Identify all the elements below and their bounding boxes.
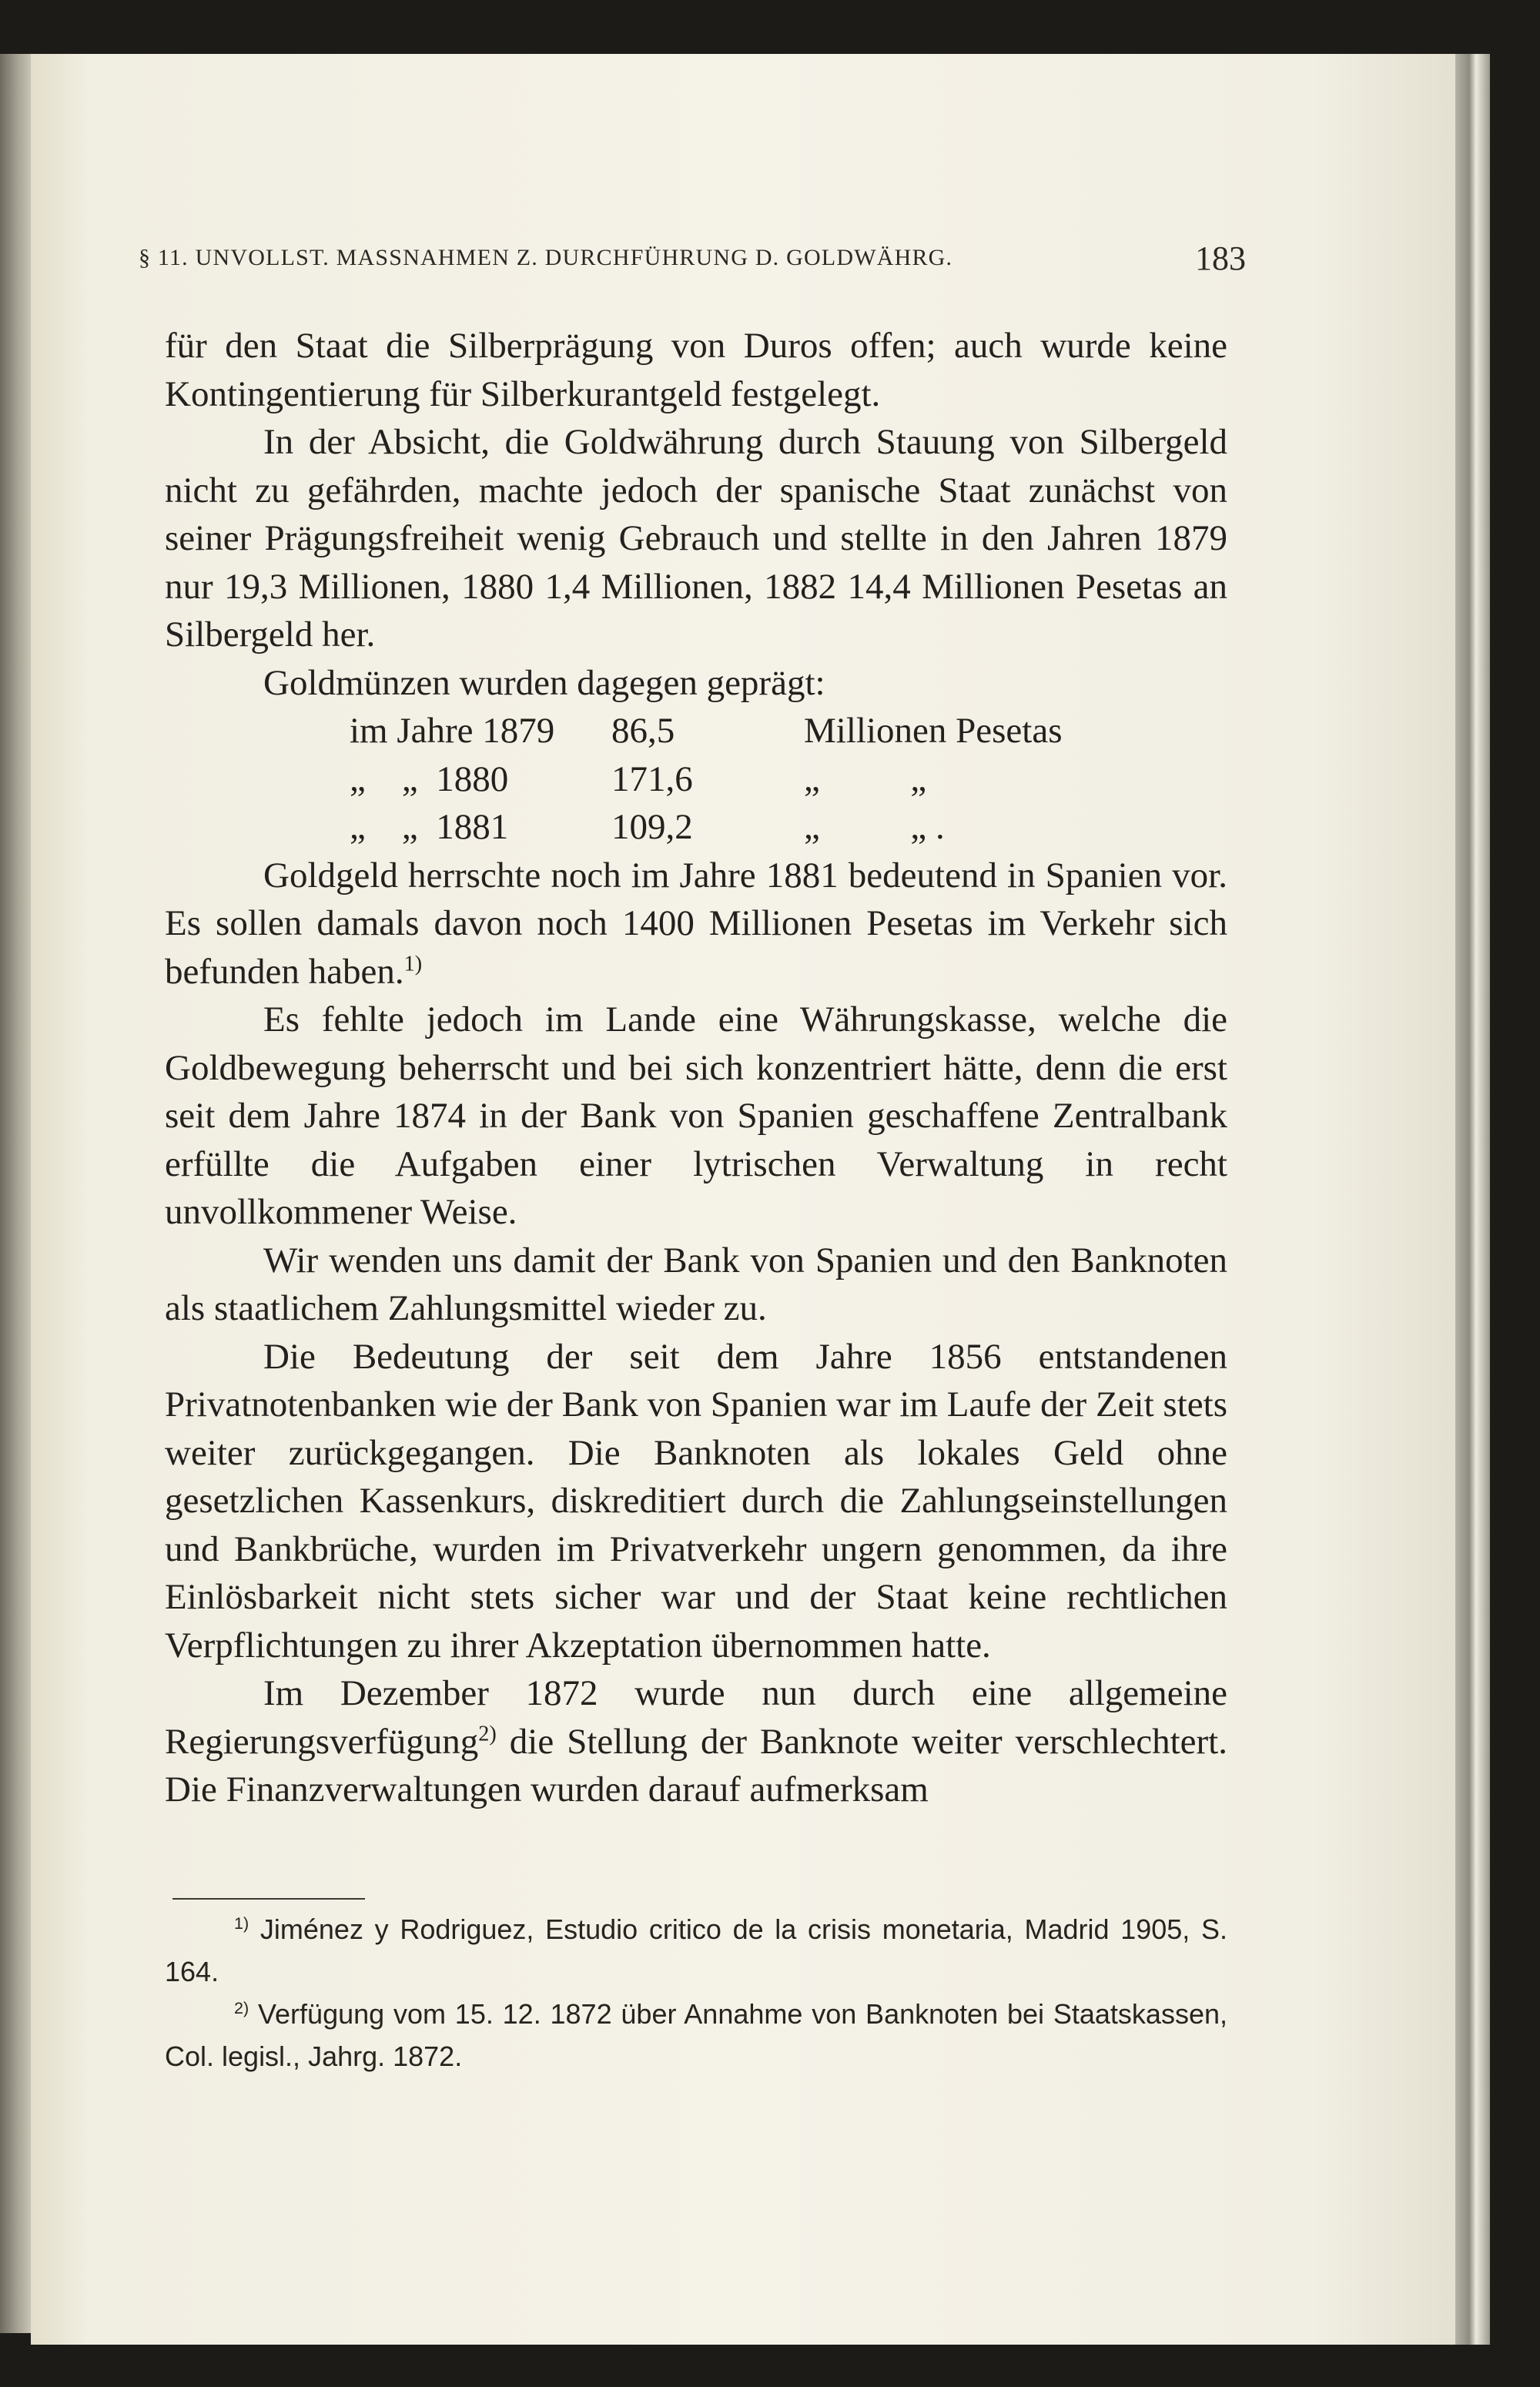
table-row [350, 755, 1063, 804]
facing-page-edge [0, 54, 31, 2333]
footnote-mark: 1) [234, 1913, 249, 1933]
paragraph [165, 852, 1227, 996]
paragraph: für den Staat die Silberprägung von Duros offen; auch wurde keine Kontingentierung für Silberkurantgeld festgelegt. [165, 326, 1227, 414]
page-block-edge [1455, 54, 1490, 2345]
running-head [139, 245, 1263, 271]
table-row [350, 707, 1063, 755]
footnote-mark: 2) [234, 1998, 249, 2017]
year-cell: „ „ 1881 [350, 807, 509, 847]
footnote-ref: 2) [478, 1721, 497, 1746]
footnote [165, 1908, 1227, 1993]
unit-cell: „ „ . [804, 807, 945, 847]
running-head-title: UNVOLLST. MASSNAHMEN Z. DURCHFÜHRUNG D. GOLDWÄHRG. [195, 245, 953, 270]
paragraph: Die Bedeutung der seit dem Jahre 1856 entstandenen Privatnotenbanken wie der Bank von Spanien war im Laufe der Zeit stets weiter zurückgegangen. Die Banknoten als lokales Geld ohne gesetzlichen Kassenkurs, diskreditiert durch die Zahlungseinstellungen und Bankbrüche, wurden im Privatverkehr ungern genommen, da ihre Einlösbarkeit nicht stets sicher war und der Staat keine rechtlichen Verpflichtungen zu ihrer Akzeptation übernommen hatte. [165, 1336, 1227, 1666]
footnote-text: Verfügung vom 15. 12. 1872 über Annahme von Banknoten bei Staatskassen, Col. legisl., Jahrg. 1872. [165, 1998, 1227, 2072]
footnote-ref: 1) [403, 951, 423, 976]
section-number: § 11. [139, 245, 189, 270]
paragraph-text: Im Dezember 1872 wurde nun durch eine allgemeine Regierungsverfügung [165, 1673, 1227, 1762]
paragraph-text: Goldgeld herrschte noch im Jahre 1881 bedeutend in Spanien vor. Es sollen damals davon noch 1400 Millionen Pesetas im Verkehr sich befunden haben. [165, 855, 1227, 992]
paragraph-text: die Stellung der Banknote weiter verschlechtert. Die Finanzverwaltungen wurden darauf aufmerksam [165, 1721, 1227, 1810]
value-cell: 171,6 [611, 758, 693, 799]
page-number: 183 [1195, 239, 1246, 277]
paragraph: Wir wenden uns damit der Bank von Spanien und den Banknoten als staatlichem Zahlungsmittel wieder zu. [165, 1240, 1227, 1328]
paragraph [165, 1669, 1227, 1814]
footnote [165, 1993, 1227, 2077]
year-cell: im Jahre 1879 [350, 711, 555, 751]
value-cell: 109,2 [611, 807, 693, 847]
footnote-divider [172, 1898, 365, 1900]
footnotes [165, 1908, 1227, 2077]
paragraph: In der Absicht, die Goldwährung durch Stauung von Silbergeld nicht zu gefährden, machte jedoch der spanische Staat zunächst von seiner Prägungsfreiheit wenig Gebrauch und stellte in den Jahren 1879 nur 19,3 Millionen, 1880 1,4 Millionen, 1882 14,4 Millionen Pesetas an Silbergeld her. [165, 422, 1227, 654]
table-row [350, 803, 1063, 852]
unit-cell: „ „ [804, 758, 927, 799]
value-cell: 86,5 [611, 711, 675, 751]
body-text [165, 322, 1227, 1814]
gold-minting-table [350, 707, 1063, 852]
unit-cell: Millionen Pesetas [804, 711, 1063, 751]
paragraph: Goldmünzen wurden dagegen geprägt: [263, 662, 825, 703]
footnote-text: Jiménez y Rodriguez, Estudio critico de la crisis monetaria, Madrid 1905, S. 164. [165, 1913, 1227, 1987]
paragraph: Es fehlte jedoch im Lande eine Währungskasse, welche die Goldbewegung beherrscht und bei sich konzentriert hätte, denn die erst seit dem Jahre 1874 in der Bank von Spanien geschaffene Zentralbank erfüllte die Aufgaben einer lytrischen Verwaltung in recht unvollkommener Weise. [165, 999, 1227, 1232]
year-cell: „ „ 1880 [350, 758, 509, 799]
